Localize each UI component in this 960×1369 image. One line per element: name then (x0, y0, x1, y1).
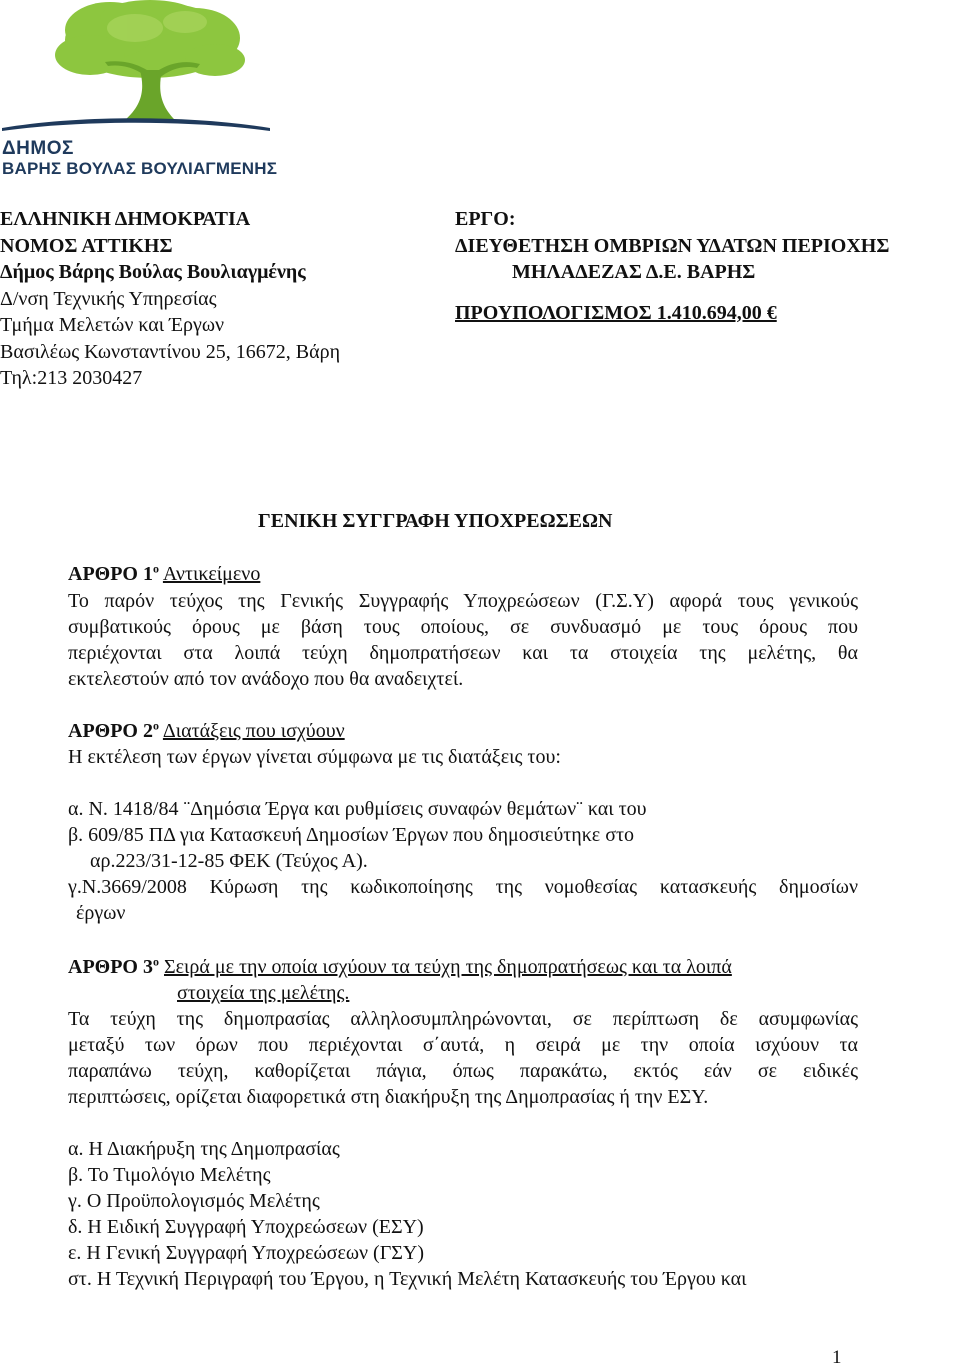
issuer-block (0, 206, 340, 392)
article-2-item-c-line1: γ.Ν.3669/2008 Κύρωση της κωδικοποίησης της νομοθεσίας κατασκευής δημοσίων (68, 876, 858, 898)
article-2-title: Διατάξεις που ισχύουν (162, 720, 345, 742)
article-3-list-item: β. Το Τιμολόγιο Μελέτης (68, 1164, 271, 1186)
municipality-line: Δήμος Βάρης Βούλας Βουλιαγμένης (0, 261, 306, 283)
page-number: 1 (832, 1347, 842, 1368)
article-1-text-line4: εκτελεστούν από τον ανάδοχο που θα αναδειχτεί. (68, 668, 464, 690)
article-1-label: ΑΡΘΡΟ 1 (68, 563, 153, 585)
logo-subtitle: ΒΑΡΗΣ ΒΟΥΛΑΣ ΒΟΥΛΙΑΓΜΕΝΗΣ (2, 159, 278, 178)
article-3-list-item: στ. Η Τεχνική Περιγραφή του Έργου, η Τεχνική Μελέτη Κατασκευής του Έργου και (68, 1268, 747, 1290)
article-2-item-b-line2: αρ.223/31-12-85 ΦΕΚ (Τεύχος Α). (90, 850, 368, 872)
project-budget: ΠΡΟΥΠΟΛΟΓΙΣΜΟΣ 1.410.694,00 € (455, 301, 777, 324)
article-1-heading (68, 562, 260, 586)
project-label: ΕΡΓΟ: (455, 208, 516, 230)
article-2-intro: Η εκτέλεση των έργων γίνεται σύμφωνα με τις διατάξεις του: (68, 746, 561, 768)
article-3-sup: ο (153, 954, 159, 969)
article-1-text-line1: Το παρόν τεύχος της Γενικής Συγγραφής Υποχρεώσεων (Γ.Σ.Υ) αφορά τους γενικούς (68, 590, 858, 612)
article-3-list-item: δ. Η Ειδική Συγγραφή Υποχρεώσεων (ΕΣΥ) (68, 1216, 424, 1238)
article-2-item-c-line2: έργων (76, 902, 126, 924)
article-1-sup: ο (153, 561, 159, 576)
phone-line: Τηλ:213 2030427 (0, 367, 143, 389)
prefecture-line: ΝΟΜΟΣ ΑΤΤΙΚΗΣ (0, 234, 173, 257)
article-3-text-line1: Τα τεύχη της δημοπρασίας αλληλοσυμπληρώνονται, σε περίπτωση δε ασυμφωνίας (68, 1008, 858, 1030)
article-1-text-line2: συμβατικούς όρους με βάση τους οποίους, σε συνδυασμό με τους όρους που (68, 616, 858, 638)
article-3-list-item: ε. Η Γενική Συγγραφή Υποχρεώσεων (ΓΣΥ) (68, 1242, 425, 1264)
article-3-heading (68, 955, 732, 979)
article-3-title-line1: Σειρά με την οποία ισχύουν τα τεύχη της δημοπρατήσεως και τα λοιπά (164, 956, 732, 978)
address-line: Βασιλέως Κωνσταντίνου 25, 16672, Βάρη (0, 340, 341, 363)
article-3-list-item: α. Η Διακήρυξη της Δημοπρασίας (68, 1138, 340, 1160)
article-3-text-line4: περιπτώσεις, ορίζεται διαφορετικά στη διακήρυξη της Δημοπρασίας ή την ΕΣΥ. (68, 1086, 709, 1108)
project-title-line2: ΜΗΛΑΔΕΖΑΣ Δ.Ε. ΒΑΡΗΣ (512, 261, 756, 283)
article-1-text-line3: περιέχονται στα λοιπά τεύχη δημοπρατήσεων και τα στοιχεία της μελέτης, θα (68, 642, 858, 664)
article-2-item-b-line1: β. 609/85 ΠΔ για Κατασκευή Δημοσίων Έργων που δημοσιεύτηκε στο (68, 824, 635, 846)
article-2-item-a: α. Ν. 1418/84 ¨Δημόσια Έργα και ρυθμίσεις συναφών θεμάτων¨ και του (68, 798, 647, 820)
department-line: Τμήμα Μελετών και Έργων (0, 314, 225, 336)
article-2-heading (68, 719, 345, 743)
article-3-title-line2: στοιχεία της μελέτης. (177, 982, 350, 1004)
article-2-sup: ο (153, 718, 159, 733)
directorate-line: Δ/νση Τεχνικής Υπηρεσίας (0, 287, 217, 310)
article-3-label: ΑΡΘΡΟ 3 (68, 956, 153, 978)
article-3-list-item: γ. Ο Προϋπολογισμός Μελέτης (68, 1190, 320, 1212)
project-block (455, 206, 889, 326)
document-title: ΓΕΝΙΚΗ ΣΥΓΓΡΑΦΗ ΥΠΟΧΡΕΩΣΕΩΝ (258, 510, 613, 532)
article-1-title: Αντικείμενο (162, 563, 261, 585)
article-3-text-line3: παραπάνω τεύχη, καθορίζεται πάγια, όπως παρακάτω, εκτός εάν σε ειδικές (68, 1060, 858, 1082)
article-2-label: ΑΡΘΡΟ 2 (68, 720, 153, 742)
article-3-text-line2: μεταξύ των όρων που περιέχονται σ΄αυτά, η σειρά με την οποία ισχύουν τα (68, 1034, 858, 1056)
logo-title: ΔΗΜΟΣ (2, 138, 74, 159)
project-title-line1: ΔΙΕΥΘΕΤΗΣΗ ΟΜΒΡΙΩΝ ΥΔΑΤΩΝ ΠΕΡΙΟΧΗΣ (455, 234, 890, 257)
tree-logo-icon (0, 0, 275, 140)
country-line: ΕΛΛΗΝΙΚΗ ΔΗΜΟΚΡΑΤΙΑ (0, 208, 251, 230)
